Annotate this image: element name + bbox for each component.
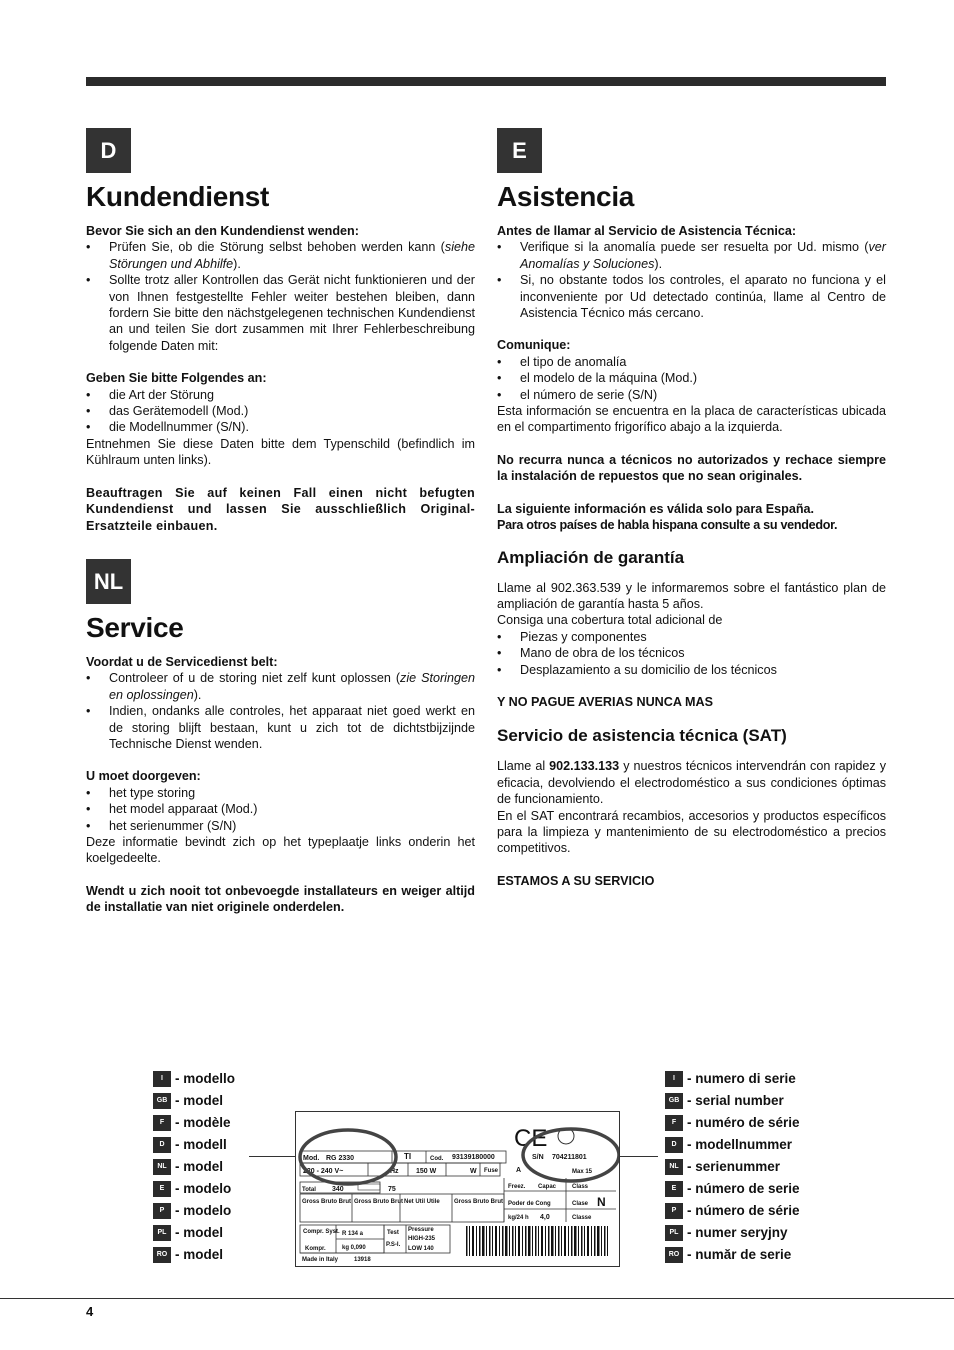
sat-title: Servicio de asistencia técnica (SAT) [497, 726, 787, 746]
list-item: • het model apparaat (Mod.) [86, 801, 475, 817]
list-item: PL - numer seryjny [665, 1222, 800, 1244]
plate-watts: 150 W [416, 1168, 437, 1175]
section-title-es: Asistencia [497, 181, 635, 212]
list-item: NL - serienummer [665, 1156, 800, 1178]
plate-total-label: Total [302, 1187, 316, 1193]
list-item: • Piezas y componentes [497, 629, 886, 645]
de-before-heading: Bevor Sie sich an den Kundendienst wenden: [86, 224, 359, 238]
plate-kompr: Kompr. [305, 1246, 326, 1252]
plate-total-75: 75 [388, 1186, 396, 1193]
list-item: • el tipo de anomalía [497, 354, 886, 370]
nl-info: Deze informatie bevindt zich op het typeplaatje links onderin het koelgedeelte. [86, 834, 475, 866]
plate-max: Max 15 [572, 1169, 593, 1175]
list-item: • het type storing [86, 785, 475, 801]
plate-w: W [470, 1168, 477, 1175]
top-rule [86, 77, 886, 86]
list-item: • Sollte trotz aller Kontrollen das Gerät nicht funktionieren und der von Ihnen festgestellte Fehler weiter bestehen bleiben, dann fordern Sie bitte den nächstgelegenen technischen Kundendienst an und teilen Sie dort zusammen mit Ihrer Fehlerbeschreibung folgende Daten mit: [86, 272, 475, 354]
list-item: I - modello [153, 1068, 235, 1090]
plate-low: LOW 140 [408, 1246, 434, 1252]
section-title-de: Kundendienst [86, 181, 270, 212]
nl-give-heading: U moet doorgeven: [86, 769, 201, 784]
plate-refrigerant: R 134 a [342, 1231, 364, 1237]
sat-text: Llame al 902.133.133 y nuestros técnicos intervendrán con rapidez y eficacia, devolviendo el electrodoméstico a sus condiciones óptimas de funcionamiento. [497, 759, 886, 807]
list-item: E - modelo [153, 1178, 235, 1200]
list-item: • Si, no obstante todos los controles, el aparato no funciona y el inconveniente por Ud detectado continúa, llame al Centro de Asistencia Técnico más cercano. [497, 272, 886, 321]
list-item: F - numéro de série [665, 1112, 800, 1134]
sat-text-2: En el SAT encontrará recambios, accesorios y productos específicos para la limpieza y mantenimiento de su electrodoméstico a precios competitivos. [497, 808, 886, 856]
language-badge-e: E [497, 128, 542, 173]
closing-note: ESTAMOS A SU SERVICIO [497, 873, 655, 888]
list-item: • Desplazamiento a su domicilio de los técnicos [497, 662, 886, 678]
list-item: • het serienummer (S/N) [86, 818, 475, 834]
es-info: Esta información se encuentra en la placa de características ubicada en el compartimento frigorífico abajo a la izquierda. [497, 404, 886, 435]
left-column [86, 128, 475, 916]
plate-cod-value: 93139180000 [452, 1154, 495, 1161]
list-item: • Mano de obra de los técnicos [497, 645, 886, 661]
plate-high: HIGH-235 [408, 1236, 436, 1242]
model-leader-line [249, 1156, 301, 1157]
list-item: RO - model [153, 1244, 235, 1266]
es-warning: No recurra nunca a técnicos no autorizados y rechace siempre la instalación de repuestos que no sean originales. [497, 452, 886, 484]
plate-test: Test [387, 1230, 399, 1236]
de-give-heading: Geben Sie bitte Folgendes an: [86, 371, 267, 386]
list-item: • die Modellnummer (S/N). [86, 419, 475, 435]
de-before-list [86, 239, 475, 354]
plate-class: Class [572, 1184, 589, 1190]
list-item: • Prüfen Sie, ob die Störung selbst behoben werden kann (siehe Störungen und Abhilfe). [86, 239, 475, 272]
es-give-heading: Comunique: [497, 338, 571, 353]
list-item: • el número de serie (S/N) [497, 387, 886, 403]
plate-compr: Compr. Syst. [303, 1229, 340, 1235]
es-before-heading: Antes de llamar al Servicio de Asistencia Técnica: [497, 224, 797, 238]
plate-voltage: 220 - 240 V~ [303, 1168, 344, 1175]
page-number: 4 [86, 1304, 94, 1319]
bottom-rule [0, 1298, 954, 1299]
de-give-list [86, 387, 475, 436]
list-item: GB - model [153, 1090, 235, 1112]
barcode-icon [466, 1226, 608, 1256]
list-item: • Controleer of u de storing niet zelf kunt oplossen (zie Storingen en oplossingen). [86, 670, 475, 703]
list-item: P - número de série [665, 1200, 800, 1222]
nl-warning: Wendt u zich nooit tot onbevoegde installateurs en weiger altijd de installatie van niet originele onderdelen. [86, 883, 475, 915]
de-warning: Beauftragen Sie auf keinen Fall einen nicht befugten Kundendienst und lassen Sie ausschließlich Original-Ersatzteile einbauen. [86, 485, 475, 533]
plate-kg24-value: 4,0 [540, 1214, 550, 1221]
list-item: RO - număr de serie [665, 1244, 800, 1266]
plate-gross-1: Gross Bruto Brut [302, 1199, 352, 1205]
plate-classe: Classe [572, 1215, 592, 1221]
plate-made-code: 13918 [354, 1257, 371, 1263]
plate-mod-value: RG 2330 [326, 1155, 355, 1162]
ce-mark: CE [514, 1125, 548, 1152]
plate-clase: Clase [572, 1201, 589, 1207]
plate-poder: Poder de Cong [508, 1201, 551, 1207]
coverage-intro: Consiga una cobertura total adicional de [497, 613, 723, 628]
list-item: NL - model [153, 1156, 235, 1178]
list-item: • Indien, ondanks alle controles, het apparaat niet goed werkt en de storing blijft bestaan, kunt u zich tot de dichtstbijzijnde Technische Dienst wenden. [86, 703, 475, 752]
list-item: • el modelo de la máquina (Mod.) [497, 370, 886, 386]
star-rating-icon [358, 1184, 380, 1190]
plate-gross-3: Gross Bruto Brut [454, 1199, 504, 1205]
nl-before-heading: Voordat u de Servicedienst belt: [86, 654, 278, 669]
plate-total-value: 340 [332, 1186, 344, 1193]
es-give-list [497, 354, 886, 403]
es-before-list [497, 239, 886, 321]
plate-net: Net Util Utile [404, 1199, 440, 1205]
plate-made: Made in Italy [302, 1257, 339, 1263]
warranty-title: Ampliación de garantía [497, 547, 685, 567]
sat-phone: 902.133.133 [549, 759, 620, 774]
list-item: GB - serial number [665, 1090, 800, 1112]
plate-kg: kg 0,090 [342, 1245, 366, 1251]
warranty-text: Llame al 902.363.539 y le informaremos sobre el fantástico plan de ampliación de garantía hasta 5 años. [497, 580, 886, 611]
rating-plate [295, 1111, 620, 1267]
list-item: E - número de serie [665, 1178, 800, 1200]
serial-leader-line [616, 1156, 658, 1157]
plate-sn-value: 704211801 [552, 1154, 587, 1161]
de-info: Entnehmen Sie diese Daten bitte dem Typenschild (befindlich im Kühlraum unten links). [86, 436, 475, 468]
plate-fuse: Fuse [484, 1168, 499, 1174]
plate-hz: Hz [390, 1168, 399, 1175]
list-item: D - modellnummer [665, 1134, 800, 1156]
plate-clase-value: N [597, 1195, 606, 1209]
es-other-countries: Para otros países de habla hispana consulte a su vendedor. [497, 518, 838, 533]
plate-sn-label: S/N [532, 1154, 544, 1161]
nl-give-list [86, 785, 475, 834]
es-spain-note: La siguiente información es válida solo para España. [497, 501, 815, 516]
plate-ti: TI [404, 1152, 412, 1161]
plate-a: A [516, 1167, 522, 1174]
nl-before-list [86, 670, 475, 752]
list-item: D - modell [153, 1134, 235, 1156]
plate-kg24: kg/24 h [508, 1215, 529, 1221]
list-item: PL - model [153, 1222, 235, 1244]
no-pay-note: Y NO PAGUE AVERIAS NUNCA MAS [497, 694, 713, 709]
list-item: P - modelo [153, 1200, 235, 1222]
section-title-nl: Service [86, 611, 184, 643]
plate-freez: Freez. [508, 1184, 526, 1190]
list-item: • Verifique si la anomalía puede ser resuelta por Ud. mismo (ver Anomalías y Soluciones). [497, 239, 886, 272]
plate-gross-2: Gross Bruto Brut [354, 1199, 404, 1205]
plate-mod-label: Mod. [303, 1155, 320, 1162]
serial-label-list [665, 1068, 800, 1266]
right-column [497, 128, 886, 889]
plate-capac: Capac [538, 1184, 557, 1190]
list-item: • die Art der Störung [86, 387, 475, 403]
language-badge-nl: NL [86, 559, 131, 604]
language-badge-d: D [86, 128, 131, 173]
model-label-list [153, 1068, 235, 1266]
list-item: F - modèle [153, 1112, 235, 1134]
coverage-list [497, 629, 886, 678]
plate-psi: P.S-I. [386, 1242, 401, 1248]
list-item: I - numero di serie [665, 1068, 800, 1090]
plate-pressure: Pressure [408, 1227, 434, 1233]
list-item: • das Gerätemodell (Mod.) [86, 403, 475, 419]
plate-cod-label: Cod. [430, 1156, 444, 1162]
